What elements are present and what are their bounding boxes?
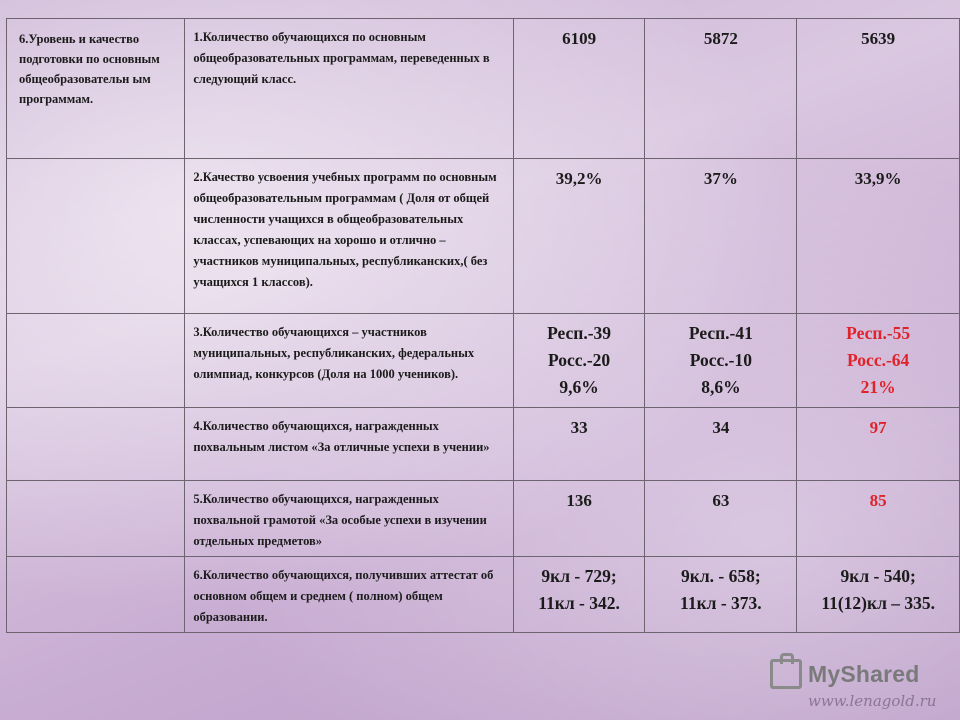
section-cell-empty [7,481,185,557]
table-row [7,159,960,314]
value-line: 8,6% [701,377,741,397]
value-cell [513,557,645,633]
value-cell-highlight [797,314,960,408]
section-cell-empty [7,408,185,481]
section-cell-empty [7,557,185,633]
table-row [7,408,960,481]
indicator-cell: 6.Количество обучающихся, получивших аттестат об основном общем и среднем ( полном) общем образовании. [185,557,513,633]
value-line: Росс.-10 [689,350,752,370]
value-cell-highlight: 97 [797,408,960,481]
logo-text: MyShared [808,660,920,687]
myshared-logo [770,658,920,690]
table-row [7,557,960,633]
value-line: Росс.-20 [547,350,611,370]
value-cell-highlight: 85 [797,481,960,557]
section-cell-empty [7,159,185,314]
table-row [7,481,960,557]
table-row [7,19,960,159]
value-line: Респ.-39 [547,323,612,343]
table-row [7,314,960,408]
value-line: 21% [860,377,896,397]
indicator-cell: 3.Количество обучающихся – участников муниципальных, республиканских, федеральных олимпиад, конкурсов (Доля на 1000 учеников). [185,314,513,408]
value-cell [797,557,960,633]
value-line: 9кл. - 658; [681,566,761,586]
watermark: www.lenagold.ru [808,692,937,710]
value-cell [645,557,797,633]
value-line: 9кл - 729; [541,566,617,586]
value-cell: 136 [513,481,645,557]
value-line: 9,6% [559,377,599,397]
value-line: Респ.-41 [688,323,753,343]
indicator-cell: 2.Качество усвоения учебных программ по основным общеобразовательным программам ( Доля от общей численности учащихся в общеобразовательных классах, успевающих на хорошо и отлично – участников муниципальных, республиканских,( без учащихся 1 классов). [185,159,513,314]
indicator-cell: 4.Количество обучающихся, награжденных похвальным листом «За отличные успехи в учении» [185,408,513,481]
value-cell: 37% [645,159,797,314]
value-cell: 33,9% [797,159,960,314]
value-line: Росс.-64 [847,350,910,370]
value-line: 11(12)кл – 335. [821,593,936,613]
value-line: Респ.-55 [846,323,911,343]
value-cell: 33 [513,408,645,481]
value-cell: 5639 [797,19,960,159]
indicators-table [6,18,960,633]
value-cell: 34 [645,408,797,481]
value-cell: 6109 [513,19,645,159]
value-cell: 39,2% [513,159,645,314]
value-cell: 63 [645,481,797,557]
value-cell: 5872 [645,19,797,159]
value-cell [513,314,645,408]
indicator-cell: 5.Количество обучающихся, награжденных похвальной грамотой «За особые успехи в изучении отдельных предметов» [185,481,513,557]
section-cell: 6.Уровень и качество подготовки по основным общеобразовательн ым программам. [7,19,185,159]
value-line: 11кл - 373. [680,593,762,613]
value-line: 11кл - 342. [538,593,620,613]
value-cell [645,314,797,408]
indicator-cell: 1.Количество обучающихся по основным общеобразовательных программам, переведенных в следующий класс. [185,19,513,159]
section-cell-empty [7,314,185,408]
value-line: 9кл - 540; [840,566,916,586]
presentation-icon [770,659,802,689]
